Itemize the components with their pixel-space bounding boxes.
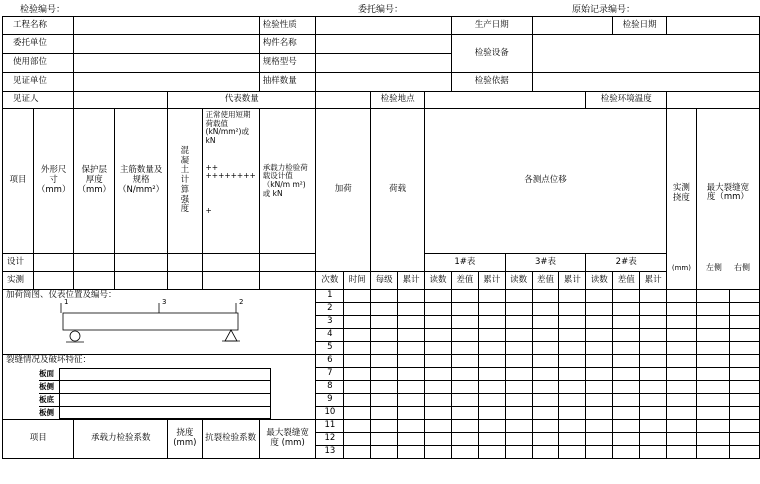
production-date-label: 生产日期 [451,17,532,35]
gauge-2: 2#表 [586,254,667,272]
crack-section [3,355,316,420]
witness-unit-value[interactable] [74,73,259,92]
row-number: 8 [316,381,344,394]
gauge-3: 3#表 [505,254,586,272]
sub-cum-1: 累计 [478,272,505,290]
bottom-deflection: 挠度 (mm) [168,420,202,459]
measured-deflection-label: 实测挠度 [672,183,690,203]
crack-row-label: 板侧 [39,381,54,391]
row-number: 4 [316,329,344,342]
loading-diagram [3,290,316,355]
test-equipment-value[interactable] [532,35,759,73]
sub-reading-2: 读数 [586,272,613,290]
diagram-mark-3: 3 [162,298,167,306]
test-no-label: 检验编号： [20,5,66,15]
load-value-label: 正常使用短期荷载值(kN/mm²)或kN [205,110,251,145]
rep-qty-value[interactable] [316,92,371,109]
env-temp-label: 检验环境温度 [586,92,667,109]
row-number: 13 [316,446,344,459]
component-name-value[interactable] [316,35,452,54]
record-form [2,16,760,459]
right-side-label: 右侧 [733,263,750,273]
sample-qty-label: 抽样数量 [259,73,316,92]
crack-sides [700,263,756,272]
witness-label: 见证人 [3,92,74,109]
crack-row-label: 板面 [39,368,54,378]
test-equipment-label: 检验设备 [451,35,532,73]
concrete-label: 混凝土计算强度 [180,145,190,215]
crack-title: 裂缝情况及破坏特征： [6,355,92,365]
col-dimension: 外形尺寸（mm） [33,109,74,254]
witness-value[interactable] [74,92,168,109]
sub-reading-3: 读数 [505,272,532,290]
row-number: 5 [316,342,344,355]
sub-diff-3: 差值 [532,272,559,290]
test-nature-value[interactable] [316,17,452,35]
project-name-value[interactable] [74,17,259,35]
diagram-title: 加荷简图、仪表位置及编号： [6,290,117,300]
env-temp-value[interactable] [667,92,760,109]
test-nature-label: 检验性质 [259,17,316,35]
row-number: 9 [316,394,344,407]
bottom-max-crack: 最大裂缝宽度 (mm) [259,420,316,459]
sub-cum-3: 累计 [559,272,586,290]
test-date-label: 检验日期 [613,17,667,35]
col-measured-deflection [667,109,697,290]
bottom-item: 项目 [3,420,74,459]
beam-diagram [3,299,303,355]
diagram-mark-1: 1 [64,298,69,306]
max-crack-label: 最大裂缝宽度（mm） [706,182,750,203]
sub-reading-1: 读数 [425,272,452,290]
sub-count: 次数 [316,272,344,290]
col-cover: 保护层厚度（mm） [74,109,115,254]
sub-diff-2: 差值 [613,272,640,290]
spec-model-value[interactable] [316,54,452,73]
test-date-value[interactable] [667,17,760,35]
col-max-crack [696,109,759,290]
col-load-value [202,109,259,254]
rep-qty-label: 代表数量 [168,92,316,109]
record-no-label: 原始记录编号： [572,5,636,15]
project-name-label: 工程名称 [3,17,74,35]
col-rebar: 主筋数量及规格（N/mm²） [114,109,167,254]
bottom-crack-coef: 抗裂检验系数 [202,420,259,459]
row-number: 7 [316,368,344,381]
witness-unit-label: 见证单位 [3,73,74,92]
measured-label: 实测 [3,272,34,290]
client-label: 委托单位 [3,35,74,54]
col-displacement: 各测点位移 [425,109,667,254]
col-loading: 加荷 [316,109,371,272]
gauge-1: 1#表 [425,254,506,272]
spec-model-label: 规格型号 [259,54,316,73]
test-basis-value[interactable] [532,73,759,92]
row-number: 12 [316,433,344,446]
entrust-no-label: 委托编号： [358,5,404,15]
sub-cumulative: 累计 [398,272,425,290]
test-basis-label: 检验依据 [451,73,532,92]
header-line [0,0,760,15]
sub-each: 每级 [371,272,398,290]
location-used-label: 使用部位 [3,54,74,73]
crack-row-label: 板侧 [39,407,54,417]
col-bearing-design: 承载力检验荷载设计值（kN/m m²)或 kN [259,109,316,254]
row-number: 3 [316,316,344,329]
sub-diff-1: 差值 [451,272,478,290]
test-site-value[interactable] [425,92,586,109]
crack-row-label: 板底 [39,394,54,404]
diagram-mark-2: 2 [239,298,244,306]
load-marks-2: ++++++++ [205,171,256,181]
row-number: 2 [316,303,344,316]
row-number: 11 [316,420,344,433]
col-load: 荷载 [371,109,425,272]
sample-qty-value[interactable] [316,73,452,92]
component-name-label: 构件名称 [259,35,316,54]
bottom-bearing-coef: 承载力检验系数 [74,420,168,459]
sub-time: 时间 [344,272,371,290]
col-item: 项目 [3,109,34,254]
client-value[interactable] [74,35,259,54]
production-date-value[interactable] [532,17,613,35]
left-side-label: 左侧 [705,263,722,273]
test-site-label: 检验地点 [371,92,425,109]
design-label: 设计 [3,254,34,272]
crack-grid [39,368,271,419]
unit-mm: (mm) [671,263,691,272]
load-marks-1: ++ [205,162,219,172]
location-used-value[interactable] [74,54,259,73]
col-concrete [168,109,202,254]
sub-cum-2: 累计 [640,272,667,290]
row-number: 6 [316,355,344,368]
row-number: 1 [316,290,344,303]
row-number: 10 [316,407,344,420]
load-marks-3: + [205,205,212,215]
